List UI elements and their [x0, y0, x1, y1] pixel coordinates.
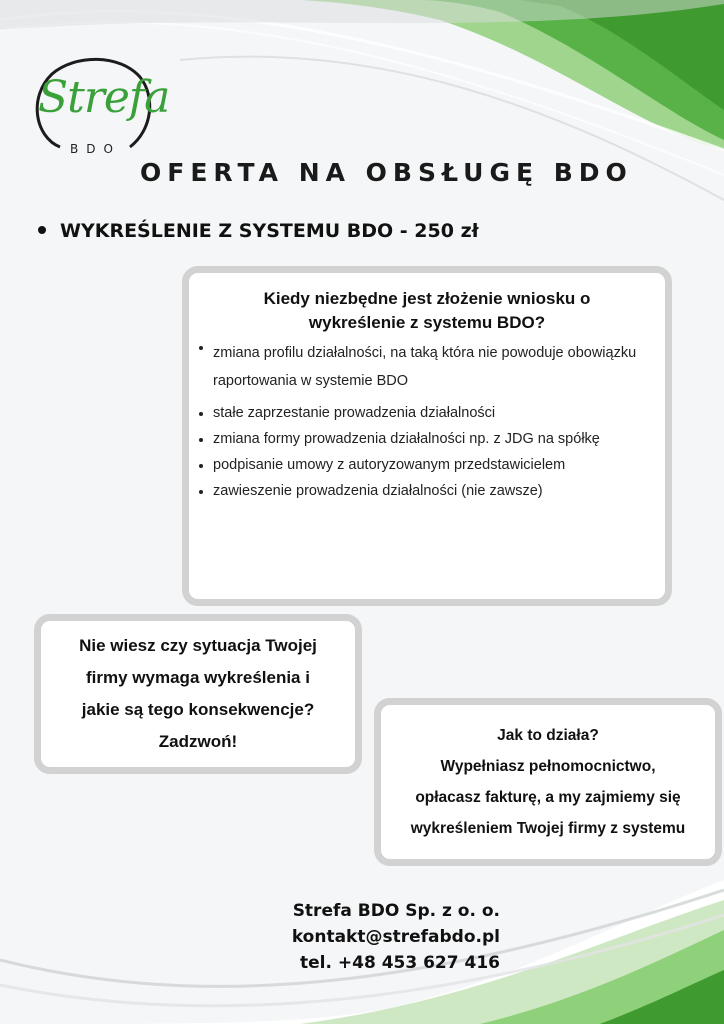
phone-link[interactable]: tel. +48 453 627 416	[300, 953, 500, 973]
list-item: zawieszenie prowadzenia działalności (nie zawsze)	[213, 483, 651, 499]
how-text: Jak to działa? Wypełniasz pełnomocnictwo, opłacasz fakturę, a my zajmiemy się wykreśleniem Twojej firmy z systemu	[410, 727, 686, 837]
headline-text: WYKREŚLENIE Z SYSTEMU BDO - 250 zł	[60, 220, 479, 242]
when-box-title: Kiedy niezbędne jest złożenie wniosku o wykreślenie z systemu BDO?	[263, 289, 591, 332]
logo-script-text: Strefa	[38, 72, 170, 123]
service-headline	[38, 220, 479, 242]
strefa-logo	[30, 52, 170, 162]
how-box	[374, 698, 722, 866]
contact-footer	[200, 898, 500, 976]
email-link[interactable]: kontakt@strefabdo.pl	[291, 927, 500, 947]
bullet-icon	[38, 226, 46, 234]
call-text: Nie wiesz czy sytuacja Twojej firmy wymaga wykreślenia i jakie są tego konsekwencje? Zadzwoń!	[79, 636, 317, 751]
list-item: zmiana profilu działalności, na taką która nie powoduje obowiązku raportowania w systemie BDO	[213, 339, 651, 395]
logo-sub-text: BDO	[70, 142, 121, 156]
when-box	[182, 266, 672, 606]
list-item: zmiana formy prowadzenia działalności np. z JDG na spółkę	[213, 431, 651, 447]
call-box	[34, 614, 362, 774]
list-item: podpisanie umowy z autoryzowanym przedstawicielem	[213, 457, 651, 473]
company-name: Strefa BDO Sp. z o. o.	[292, 901, 500, 921]
list-item: stałe zaprzestanie prowadzenia działalności	[213, 405, 651, 421]
when-list	[189, 339, 665, 499]
page-title: OFERTA NA OBSŁUGĘ BDO	[140, 158, 633, 187]
